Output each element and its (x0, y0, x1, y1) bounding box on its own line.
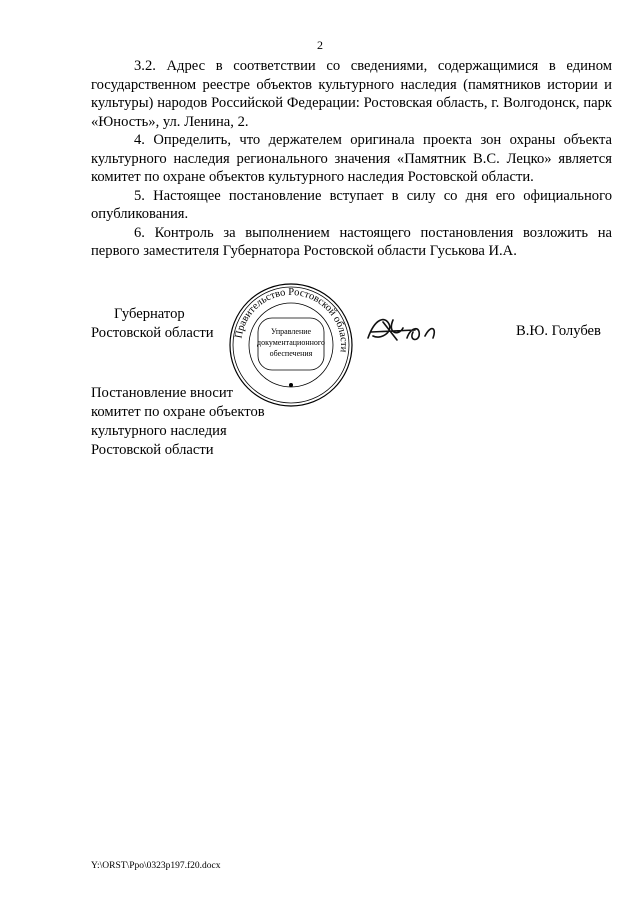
submitter-line1: Постановление вносит (91, 385, 234, 401)
paragraph-4: 4. Определить, что держателем оригинала проекта зон охраны объекта культурного наследия регионального значения «Памятник В.С. Лецко» является комитет по охране объектов культурного наследия Ростовской области. (91, 132, 612, 185)
governor-title-line1: Губернатор (114, 306, 185, 322)
paragraph-6: 6. Контроль за выполнением настоящего постановления возложить на первого заместителя Губернатора Ростовской области Гуськова И.А. (91, 224, 612, 259)
submitter-line4: Ростовской области (91, 442, 214, 458)
body-text (91, 57, 612, 261)
submitter-line3: культурного наследия (91, 423, 227, 439)
governor-name: В.Ю. Голубев (516, 323, 601, 339)
governor-title (91, 305, 214, 342)
governor-title-line2: Ростовской области (91, 324, 214, 341)
submitter-block (91, 384, 265, 460)
signature-block (91, 286, 612, 395)
paragraph-5: 5. Настоящее постановление вступает в силу со дня его официального опубликования. (91, 187, 612, 222)
paragraph-3-2: 3.2. Адрес в соответствии со сведениями, содержащимися в едином государственном реестре объектов культурного наследия (памятников истории и культуры) народов Российской Федерации: Ростовская область, г. Волгодонск, парк «Юность», ул. Ленина, 2. (91, 58, 612, 130)
page-number: 2 (317, 38, 323, 52)
seal-inner-line2: документационного (257, 338, 325, 347)
seal-inner-line3: обеспечения (269, 349, 313, 358)
file-path-footer: Y:\ORST\Ppo\0323p197.f20.docx (91, 861, 221, 871)
seal-inner-line1: Управление (270, 327, 312, 336)
handwritten-signature (363, 310, 463, 350)
submitter-line2: комитет по охране объектов (91, 404, 265, 420)
seal-outer-text: Правительство Ростовской области (233, 286, 350, 353)
